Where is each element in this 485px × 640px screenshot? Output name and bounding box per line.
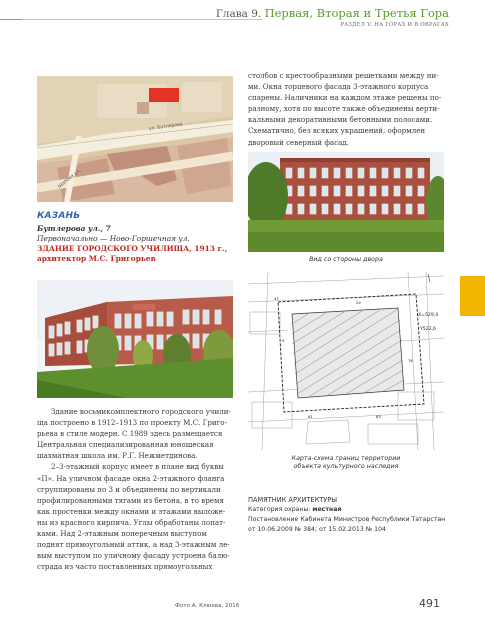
text-line: Центральная специализированная юношеская <box>37 440 214 450</box>
plan-label: 83 <box>376 414 381 419</box>
street-facade-photo <box>37 280 233 398</box>
courtyard-caption: Вид со стороны двора <box>309 256 383 263</box>
courtyard-photo <box>248 152 444 252</box>
building-name: ЗДАНИЕ ГОРОДСКОГО УЧИЛИЩА, 1913 г., <box>37 244 228 253</box>
chapter-title <box>216 6 449 20</box>
text-line: ща построено в 1912–1913 по проекту М.С. Григо- <box>37 418 227 428</box>
monument-decree-1: Постановление Кабинета Министров Республики Татарстан <box>248 516 446 523</box>
text-line: как простенки между окнами и этажами выложе- <box>37 506 226 516</box>
site-plan <box>248 272 444 450</box>
section-tab <box>460 276 485 316</box>
text-line: спарены. Наличники на каждом этаже решены по- <box>248 93 442 103</box>
section-title: РАЗДЕЛ V. НА ГОРАХ И В ОВРАГАХ <box>340 22 449 28</box>
text-line: Здание восьмикомплектного городского учили- <box>51 407 231 416</box>
plan-label: 61 <box>308 414 313 419</box>
plan-label: 24 <box>356 300 361 305</box>
plan-caption-2: объекта культурного наследия <box>293 463 399 470</box>
plan-label: 9 <box>282 338 285 343</box>
monument-title: ПАМЯТНИК АРХИТЕКТУРЫ <box>248 496 338 504</box>
text-line: сгруппированы по 3 и объединены по вертикали <box>37 484 221 494</box>
text-line: рьева в стиле модерн. С 1989 здесь размещается <box>37 429 223 439</box>
map-street-label-2: Щапова ул. <box>57 168 83 190</box>
text-line: ками. Над 2-этажным поперечным выступом <box>37 529 207 539</box>
text-line: столбов с крестообразными решетками между ни- <box>248 71 439 80</box>
map-drawing <box>37 76 233 202</box>
monument-decree-2: от 10.06.2009 № 384; от 15.02.2013 № 104 <box>248 526 386 533</box>
description-right <box>248 70 444 148</box>
plan-coordinate-x: Х=529,4 <box>418 313 439 318</box>
plan-label: 76 <box>408 358 413 363</box>
chapter-prefix: Глава 9. <box>215 8 265 20</box>
text-line: ми. Окна торцевого фасада 3-этажного корпуса <box>248 82 429 92</box>
category-value: местная <box>312 506 342 513</box>
text-line: ны из красного кирпича. Углы обработаны лопат- <box>37 517 226 527</box>
address: Бутлерова ул., 7 <box>37 224 111 233</box>
category-label: Категория охраны: <box>248 506 313 513</box>
plan-coordinate-y: Y522,6 <box>420 327 436 332</box>
page-number: 491 <box>419 597 440 610</box>
location-map <box>37 76 233 202</box>
text-line: разному, хотя по высоте также объединены верти- <box>248 104 440 114</box>
map-street-label: ул. Бутлерова <box>148 122 184 132</box>
header-rule-left <box>0 19 22 20</box>
text-line: поднят прямоугольный аттик, а над 3-этажным ле- <box>37 540 230 550</box>
plan-label: 47 <box>274 296 279 301</box>
city-name: КАЗАНЬ <box>37 211 81 221</box>
text-line: «П». На уличном фасаде окна 2-этажного флангa <box>37 473 225 483</box>
site-plan-drawing <box>248 272 444 450</box>
chapter-name: Первая, Вторая и Третья Гора <box>264 6 449 20</box>
text-line: страда из часто поставленных прямоугольных <box>37 562 213 572</box>
text-line: Схематично, без всяких украшений, оформлен <box>248 126 426 136</box>
architect: архитектор М.С. Григорьев <box>37 254 156 263</box>
monument-category <box>248 506 341 513</box>
text-line: 2–3-этажный корпус имеет в плане вид буквы <box>51 462 224 472</box>
text-line: профилированными тягами из бетона, в то время <box>37 495 224 505</box>
photo-credit: Фото А. Клюева, 2016 <box>175 603 240 609</box>
text-line: кальными декоративными бетонными полосами. <box>248 115 433 125</box>
courtyard-photo-drawing <box>248 152 444 252</box>
facade-photo-drawing <box>37 280 233 398</box>
text-line: дворовый северный фасад. <box>248 137 349 147</box>
text-line: вым выступом по уличному фасаду устроена балю- <box>37 551 230 561</box>
description-left <box>37 406 233 572</box>
text-line: шахматная школа им. Р.Г. Нежметдинова. <box>37 451 198 461</box>
plan-caption-1: Карта-схема границ территории <box>291 455 401 462</box>
former-address: Первоначально — Ново-Горшечная ул. <box>37 234 190 243</box>
